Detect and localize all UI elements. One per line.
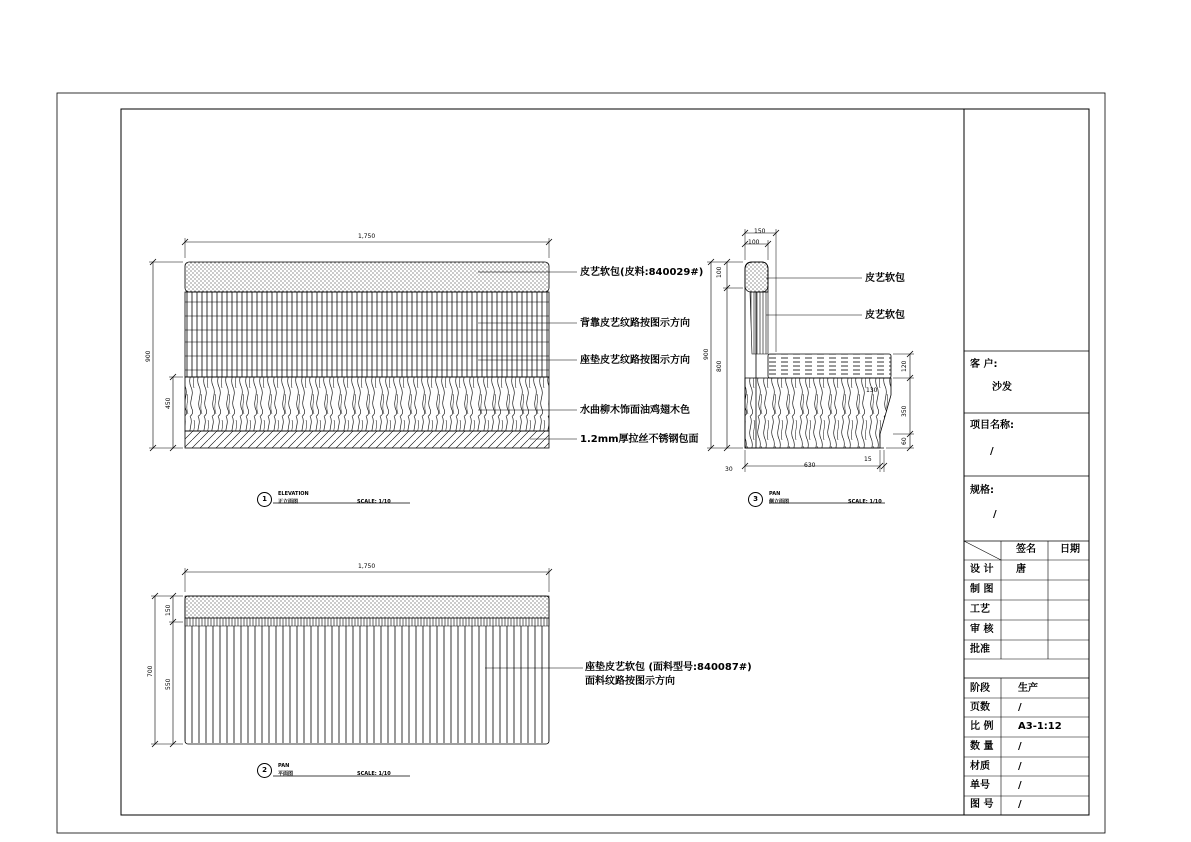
- plan-width-dim: 1,750: [358, 563, 376, 570]
- section-dim-900: 900: [703, 348, 710, 360]
- section-dim-800: 800: [716, 360, 723, 372]
- section-dim-150: 150: [754, 228, 766, 235]
- plan-scale: SCALE: 1/10: [357, 771, 391, 777]
- role-approve: 批准: [970, 644, 990, 655]
- note-seat-grain: 座垫皮艺纹路按图示方向: [580, 355, 690, 366]
- info-qty-label: 数 量: [970, 741, 994, 752]
- info-order-label: 单号: [970, 780, 990, 791]
- sign-header: 签名: [1016, 544, 1036, 555]
- note-seat-leather: 座垫皮艺软包 (面料型号:840087#): [585, 662, 752, 673]
- note-ash-veneer: 水曲柳木饰面油鸡翅木色: [580, 405, 690, 416]
- section-dim-100-top: 100: [748, 239, 760, 246]
- info-drawing-value: /: [1018, 799, 1022, 810]
- elevation-lower-dim: 450: [165, 397, 172, 409]
- section-dim-100: 100: [716, 266, 723, 278]
- section-caption-en: PAN: [769, 491, 781, 497]
- note-backrest-grain: 背靠皮艺纹路按图示方向: [580, 318, 690, 329]
- client-label: 客 户:: [970, 359, 998, 370]
- role-review: 审 核: [970, 624, 994, 635]
- info-material-value: /: [1018, 761, 1022, 772]
- info-order-value: /: [1018, 780, 1022, 791]
- role-drafting: 制 图: [970, 584, 994, 595]
- spec-label: 规格:: [970, 485, 994, 496]
- section-dim-30: 30: [725, 466, 733, 473]
- section-dim-60: 60: [901, 437, 908, 445]
- role-design: 设 计: [970, 564, 994, 575]
- info-qty-value: /: [1018, 741, 1022, 752]
- plan-depth-dim: 700: [147, 665, 154, 677]
- date-header: 日期: [1060, 544, 1080, 555]
- note-fabric-grain: 面料纹路按图示方向: [585, 676, 675, 687]
- info-scale-label: 比 例: [970, 721, 994, 732]
- spec-value: /: [993, 509, 997, 520]
- elevation-caption-en: ELEVATION: [278, 491, 309, 497]
- client-value: 沙发: [992, 382, 1012, 393]
- section-caption-number: 3: [748, 492, 763, 507]
- plan-back-dim: 150: [165, 604, 172, 616]
- plan-view: [151, 568, 583, 776]
- plan-caption-cn: 平面图: [278, 771, 294, 777]
- info-scale-value: A3-1:12: [1018, 721, 1062, 732]
- project-value: /: [990, 446, 994, 457]
- section-dim-130: 130: [866, 387, 878, 394]
- section-dim-15: 15: [864, 456, 872, 463]
- project-label: 项目名称:: [970, 420, 1014, 431]
- designer-value: 唐: [1016, 564, 1026, 575]
- info-stage-label: 阶段: [970, 683, 990, 694]
- section-dim-120: 120: [901, 360, 908, 372]
- note-section-leather-2: 皮艺软包: [865, 310, 905, 321]
- info-stage-value: 生产: [1018, 683, 1038, 694]
- plan-caption-en: PAN: [278, 763, 290, 769]
- elevation-caption-cn: 正立面图: [278, 499, 299, 505]
- elevation-view: [149, 238, 577, 503]
- note-section-leather-1: 皮艺软包: [865, 273, 905, 284]
- info-pages-value: /: [1018, 702, 1022, 713]
- elevation-scale: SCALE: 1/10: [357, 499, 391, 505]
- elevation-width-dim: 1,750: [358, 233, 376, 240]
- plan-caption-number: 2: [257, 763, 272, 778]
- section-dim-350: 350: [901, 405, 908, 417]
- elevation-caption-number: 1: [257, 492, 272, 507]
- info-pages-label: 页数: [970, 702, 990, 713]
- note-steel-cladding: 1.2mm厚拉丝不锈钢包面: [580, 434, 699, 445]
- info-drawing-label: 图 号: [970, 799, 994, 810]
- info-material-label: 材质: [970, 761, 990, 772]
- plan-seat-dim: 550: [165, 678, 172, 690]
- elevation-height-dim: 900: [145, 350, 152, 362]
- note-leather-panel: 皮艺软包(皮料:840029#): [580, 267, 704, 278]
- role-process: 工艺: [970, 604, 990, 615]
- section-dim-630: 630: [804, 462, 816, 469]
- section-scale: SCALE: 1/10: [848, 499, 882, 505]
- section-caption-cn: 侧立面图: [769, 499, 790, 505]
